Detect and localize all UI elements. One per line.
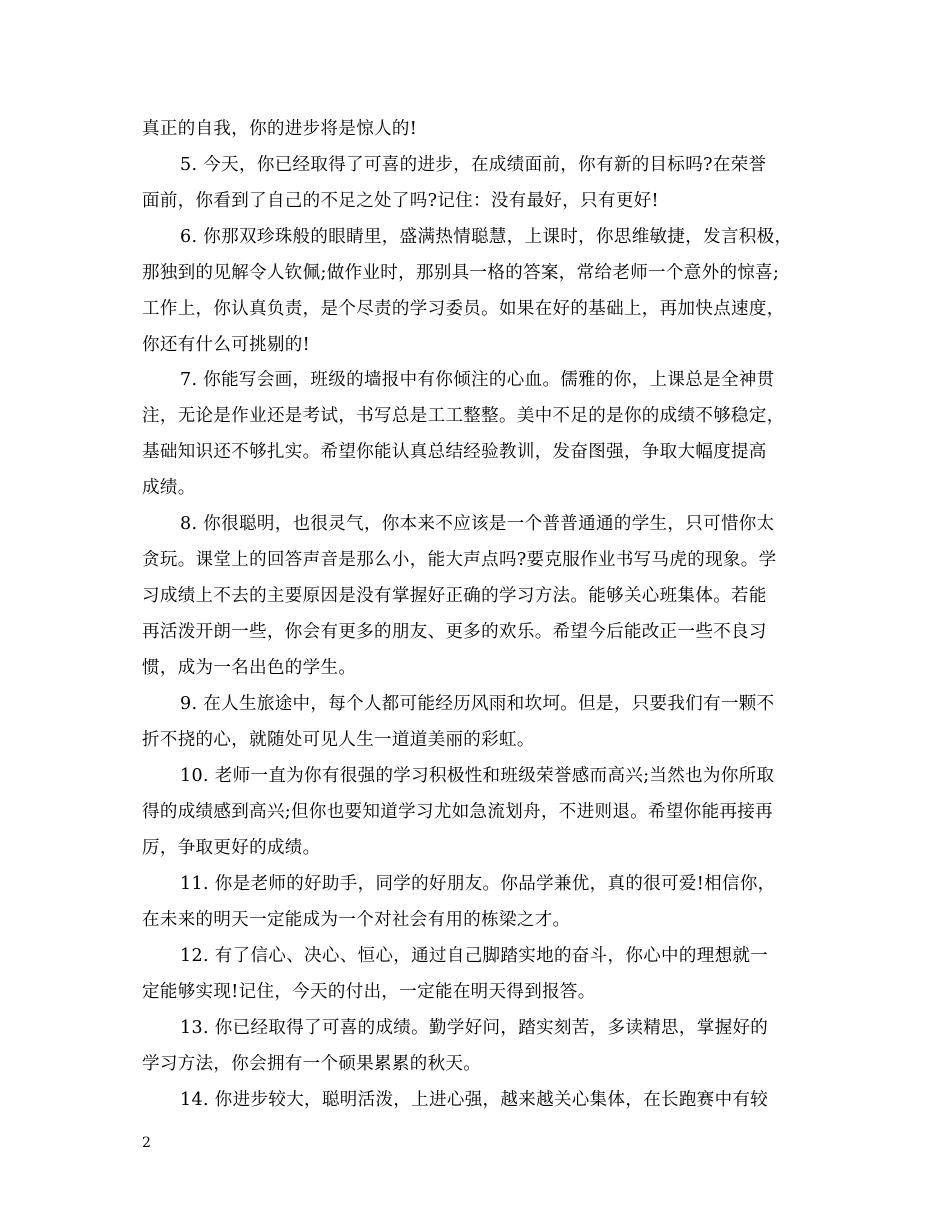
text-line: 9. 在人生旅途中，每个人都可能经历风雨和坎坷。但是，只要我们有一颗不 — [180, 694, 775, 714]
text-line: 贪玩。课堂上的回答声音是那么小，能大声点吗?要克服作业书写马虎的现象。学 — [142, 550, 777, 570]
text-line: 基础知识还不够扎实。希望你能认真总结经验教训，发奋图强，争取大幅度提高 — [142, 442, 767, 462]
text-line: 5. 今天，你已经取得了可喜的进步，在成绩面前，你有新的目标吗?在荣誉 — [180, 155, 767, 175]
text-line: 得的成绩感到高兴;但你也要知道学习尤如急流划舟，不进则退。希望你能再接再 — [142, 802, 773, 822]
text-line: 你还有什么可挑剔的! — [142, 335, 311, 355]
text-line: 7. 你能写会画，班级的墙报中有你倾注的心血。儒雅的你，上课总是全神贯 — [180, 370, 775, 390]
text-line: 工作上，你认真负责，是个尽责的学习委员。如果在好的基础上，再加快点速度， — [142, 299, 785, 319]
text-line: 习成绩上不去的主要原因是没有掌握好正确的学习方法。能够关心班集体。若能 — [142, 586, 767, 606]
text-line: 学习方法，你会拥有一个硕果累累的秋天。 — [142, 1054, 482, 1074]
text-line: 8. 你很聪明，也很灵气，你本来不应该是一个普普通通的学生，只可惜你太 — [180, 514, 775, 534]
text-line: 13. 你已经取得了可喜的成绩。勤学好问，踏实刻苦，多读精思，掌握好的 — [180, 1018, 769, 1038]
text-line: 折不挠的心，就随处可见人生一道道美丽的彩虹。 — [142, 730, 535, 750]
text-line: 注，无论是作业还是考试，书写总是工工整整。美中不足的是你的成绩不够稳定， — [142, 406, 785, 426]
text-line: 12. 有了信心、决心、恒心，通过自己脚踏实地的奋斗，你心中的理想就一 — [180, 946, 769, 966]
text-line: 再活泼开朗一些，你会有更多的朋友、更多的欢乐。希望今后能改正一些不良习 — [142, 622, 767, 642]
text-line: 惯，成为一名出色的学生。 — [142, 658, 357, 678]
text-line: 那独到的见解令人钦佩;做作业时，那别具一格的答案，常给老师一个意外的惊喜; — [142, 263, 780, 283]
text-line: 14. 你进步较大，聪明活泼，上进心强，越来越关心集体，在长跑赛中有较 — [180, 1090, 769, 1110]
text-line: 面前，你看到了自己的不足之处了吗?记住：没有最好，只有更好! — [142, 191, 659, 211]
text-line: 10. 老师一直为你有很强的学习积极性和班级荣誉感而高兴;当然也为你所取 — [180, 766, 775, 786]
text-line: 在未来的明天一定能成为一个对社会有用的栋梁之才。 — [142, 910, 571, 930]
text-line: 真正的自我，你的进步将是惊人的! — [142, 119, 418, 139]
page-number: 2 — [142, 1135, 151, 1151]
text-line: 6. 你那双珍珠般的眼睛里，盛满热情聪慧，上课时，你思维敏捷，发言积极， — [180, 227, 793, 247]
text-line: 定能够实现!记住，今天的付出，一定能在明天得到报答。 — [142, 982, 596, 1002]
text-line: 11. 你是老师的好助手，同学的好朋友。你品学兼优，真的很可爱!相信你， — [180, 874, 776, 894]
text-line: 厉，争取更好的成绩。 — [142, 838, 321, 858]
text-line: 成绩。 — [142, 478, 196, 498]
